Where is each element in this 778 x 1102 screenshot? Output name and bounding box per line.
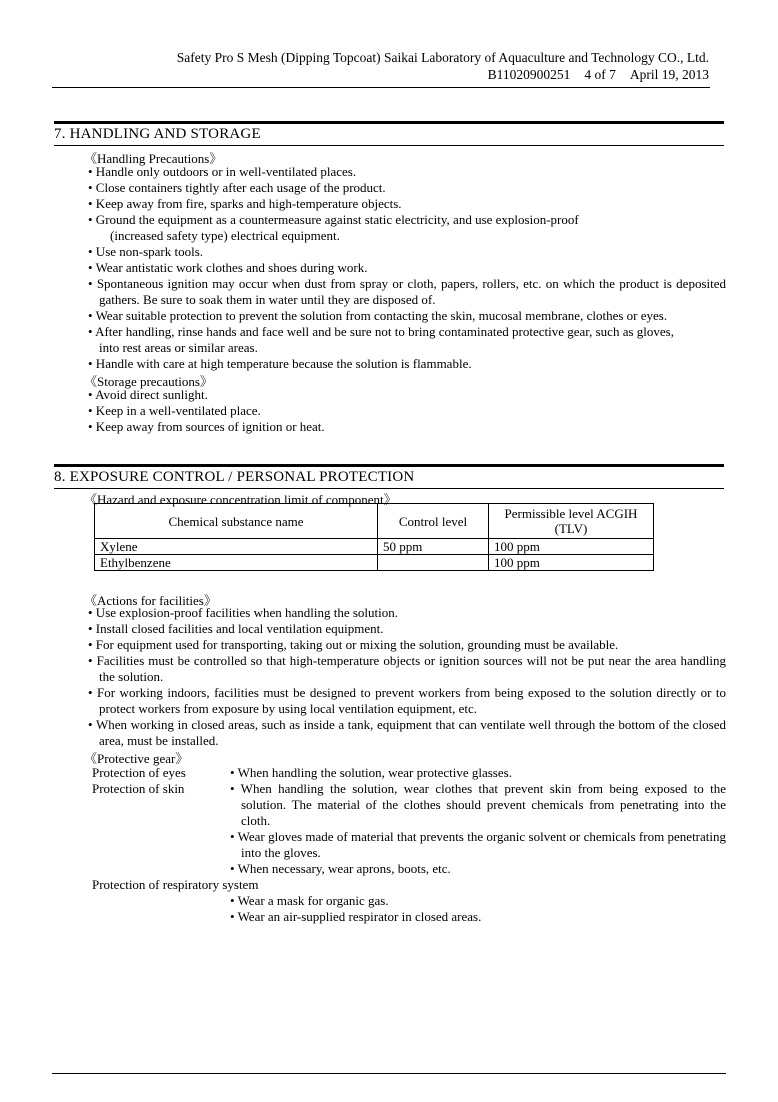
table-cell: Ethylbenzene <box>95 555 378 571</box>
facilities-heading: 《Actions for facilities》 <box>84 593 217 608</box>
list-item: • When handling the solution, wear clothes that prevent skin from being exposed to the solution. The material of the clothes should prevent chemicals from penetrating into the cloth. <box>230 781 726 828</box>
list-item: • Wear gloves made of material that prevents the organic solvent or chemicals from penetrating into the gloves. <box>230 829 726 860</box>
column-header: Chemical substance name <box>95 504 378 539</box>
table-cell: 50 ppm <box>378 539 489 555</box>
section-7-title: 7. HANDLING AND STORAGE <box>54 126 261 142</box>
list-item: • Use non-spark tools. <box>88 244 204 259</box>
list-item: • Wear antistatic work clothes and shoes during work. <box>88 260 368 275</box>
page-number: 4 of 7 <box>584 67 616 82</box>
table-cell: 100 ppm <box>489 539 654 555</box>
list-item-continuation: into rest areas or similar areas. <box>99 340 258 355</box>
column-header <box>489 504 654 539</box>
document-date: April 19, 2013 <box>629 67 709 82</box>
skin-protection-label: Protection of skin <box>92 781 185 796</box>
document-header-title: Safety Pro S Mesh (Dipping Topcoat) Saikai Laboratory of Aquaculture and Technology CO., Ltd. <box>176 50 709 65</box>
storage-precautions-heading: 《Storage precautions》 <box>84 374 213 389</box>
list-item: • When necessary, wear aprons, boots, etc. <box>230 861 451 876</box>
list-item: • Wear suitable protection to prevent the solution from contacting the skin, mucosal membrane, clothes or eyes. <box>88 308 668 323</box>
list-item: • Ground the equipment as a countermeasure against static electricity, and use explosion-proof <box>88 212 579 227</box>
section-8-title: 8. EXPOSURE CONTROL / PERSONAL PROTECTION <box>54 469 415 485</box>
list-item: • Wear a mask for organic gas. <box>230 893 389 908</box>
header-rule <box>52 87 710 88</box>
list-item: • Close containers tightly after each usage of the product. <box>88 180 386 195</box>
list-item: • For equipment used for transporting, taking out or mixing the solution, grounding must be available. <box>88 637 619 652</box>
list-item: • When handling the solution, wear protective glasses. <box>230 765 512 780</box>
storage-precautions-list <box>88 387 726 435</box>
list-item: • For working indoors, facilities must be designed to prevent workers from being exposed to the solution directly or to protect workers from exposure by using local ventilation equipment, etc. <box>88 685 726 716</box>
list-item: • Keep away from sources of ignition or heat. <box>88 419 325 434</box>
list-item: • Handle only outdoors or in well-ventilated places. <box>88 164 357 179</box>
eye-protection-items <box>230 765 726 781</box>
list-item: • After handling, rinse hands and face well and be sure not to bring contaminated protective gear, such as gloves, <box>88 324 674 339</box>
handling-precautions-list <box>88 164 726 372</box>
section-7-top-rule <box>54 121 724 124</box>
list-item-continuation: (increased safety type) electrical equipment. <box>110 228 340 243</box>
list-item: • Spontaneous ignition may occur when dust from spray or cloth, papers, rollers, etc. on which the product is deposited gathers. Be sure to soak them in water until they are disposed of. <box>88 276 726 307</box>
respiratory-protection-items <box>230 893 726 925</box>
table-row <box>95 539 654 555</box>
list-item: • Keep in a well-ventilated place. <box>88 403 261 418</box>
exposure-limit-table <box>94 503 654 571</box>
list-item: • Wear an air-supplied respirator in closed areas. <box>230 909 482 924</box>
column-header-line: (TLV) <box>554 521 588 536</box>
respiratory-protection-label: Protection of respiratory system <box>92 877 259 892</box>
table-cell: Xylene <box>95 539 378 555</box>
hazard-limit-heading: 《Hazard and exposure concentration limit of component》 <box>84 492 397 507</box>
list-item: • Use explosion-proof facilities when handling the solution. <box>88 605 398 620</box>
table-cell: 100 ppm <box>489 555 654 571</box>
column-header: Control level <box>378 504 489 539</box>
table-row <box>95 555 654 571</box>
eye-protection-label: Protection of eyes <box>92 765 186 780</box>
list-item: • Avoid direct sunlight. <box>88 387 208 402</box>
skin-protection-items <box>230 781 726 877</box>
list-item: • Handle with care at high temperature because the solution is flammable. <box>88 356 472 371</box>
table-cell <box>378 555 489 571</box>
document-id: B11020900251 <box>487 67 571 82</box>
facilities-list <box>88 605 726 749</box>
list-item: • Keep away from fire, sparks and high-temperature objects. <box>88 196 402 211</box>
document-header-meta <box>0 67 709 83</box>
protective-gear-heading: 《Protective gear》 <box>84 751 189 766</box>
list-item: • Install closed facilities and local ventilation equipment. <box>88 621 384 636</box>
column-header-line: Permissible level ACGIH <box>504 506 638 521</box>
table-header-row <box>95 504 654 539</box>
handling-precautions-heading: 《Handling Precautions》 <box>84 151 223 166</box>
section-8-top-rule <box>54 464 724 467</box>
section-7-bottom-rule <box>54 145 724 146</box>
list-item: • When working in closed areas, such as inside a tank, equipment that can ventilate well through the bottom of the closed area, must be installed. <box>88 717 726 748</box>
footer-rule <box>52 1073 726 1074</box>
list-item: • Facilities must be controlled so that high-temperature objects or ignition sources will not be put near the area handling the solution. <box>88 653 726 684</box>
